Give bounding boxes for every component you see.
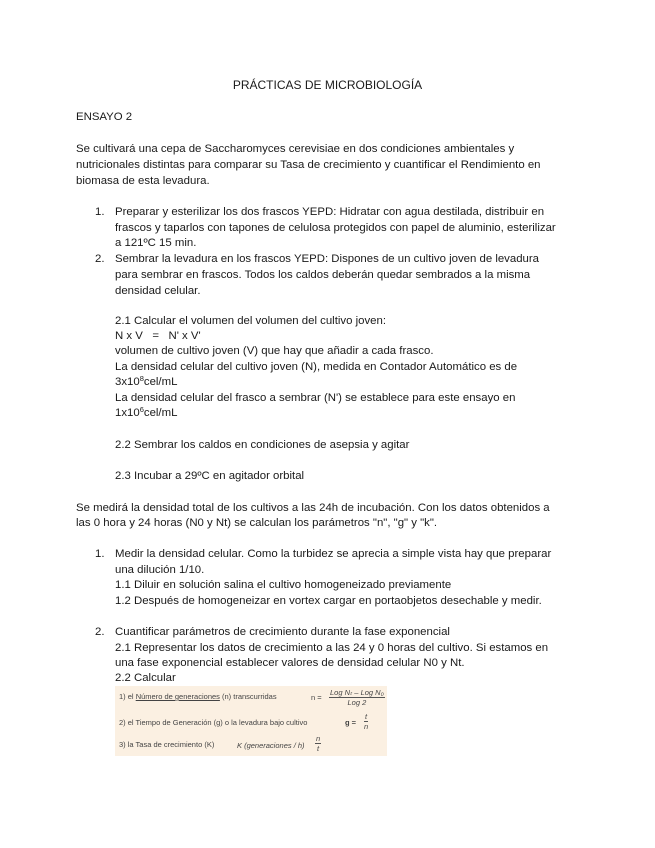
list-item-line: una fase exponencial establecer valores de densidad celular N0 y Nt. bbox=[115, 657, 465, 669]
paragraph-line: Se medirá la densidad total de los cultivos a las 24h de incubación. Con los datos obtenidos a bbox=[76, 502, 550, 514]
text-line: La densidad celular del cultivo joven (N), medida en Contador Automático es de bbox=[115, 361, 518, 373]
formula-fraction: $\frac{n}{t}$ bbox=[316, 734, 321, 753]
formula-var: K (generaciones / h) bbox=[237, 741, 305, 750]
density-value: $1x10^6cel/mL$ bbox=[115, 405, 178, 419]
list-number: 1. bbox=[95, 548, 105, 560]
formula-label: 1) el Número de generaciones (n) transcurridas bbox=[119, 692, 277, 701]
formula-var: n = bbox=[311, 693, 322, 702]
list-item-line: para sembrar en frascos. Todos los caldos deberán quedar sembrados a la misma bbox=[115, 269, 531, 281]
list-item-line: una dilución 1/10. bbox=[115, 564, 205, 576]
list-item-line: frascos y taparlos con tapones de celulosa protegidos con papel de aluminio, esterilizar bbox=[115, 222, 556, 234]
list-number: 2. bbox=[95, 626, 105, 638]
intro-line: biomasa de esta levadura. bbox=[76, 175, 210, 187]
formula-fraction: $\frac{\text{Log Nₜ – Log N₀}}{\text{Log 2}}$ bbox=[330, 688, 384, 707]
formula-fraction: $\frac{t}{n}$ bbox=[364, 712, 369, 731]
list-number: 1. bbox=[95, 206, 105, 218]
intro-line: Se cultivará una cepa de Saccharomyces cerevisiae en dos condiciones ambientales y bbox=[76, 143, 515, 155]
list-item-line: Medir la densidad celular. Como la turbidez se aprecia a simple vista hay que preparar bbox=[115, 548, 552, 560]
formula-figure bbox=[115, 686, 387, 756]
list-item-line: 2.2 Calcular bbox=[115, 672, 176, 684]
subsection-heading: 2.3 Incubar a 29ºC en agitador orbital bbox=[115, 470, 305, 482]
list-item-line: Sembrar la levadura en los frascos YEPD: Dispones de un cultivo joven de levadura bbox=[115, 253, 540, 265]
text-line: volumen de cultivo joven (V) que hay que añadir a cada frasco. bbox=[115, 345, 434, 357]
subsection-heading: 2.2 Sembrar los caldos en condiciones de asepsia y agitar bbox=[115, 439, 410, 451]
list-item-line: densidad celular. bbox=[115, 285, 201, 297]
list-item-line: a 121ºC 15 min. bbox=[115, 237, 197, 249]
formula-label: 2) el Tiempo de Generación (g) o la levadura bajo cultivo bbox=[119, 718, 308, 727]
subsection-heading: 2.1 Calcular el volumen del volumen del cultivo joven: bbox=[115, 315, 386, 327]
list-item-line: Preparar y esterilizar los dos frascos YEPD: Hidratar con agua destilada, distribuir en bbox=[115, 206, 545, 218]
formula-var: g = bbox=[345, 718, 357, 727]
equation: N x V = N' x V' bbox=[115, 330, 201, 342]
list-item-line: Cuantificar parámetros de crecimiento durante la fase exponencial bbox=[115, 626, 450, 638]
density-value: $3x10^8cel/mL$ bbox=[115, 374, 178, 388]
list-item-line: 2.1 Representar los datos de crecimiento a las 24 y 0 horas del cultivo. Si estamos en bbox=[115, 642, 549, 654]
text-line: La densidad celular del frasco a sembrar (N') se establece para este ensayo en bbox=[115, 392, 516, 404]
page-title: PRÁCTICAS DE MICROBIOLOGÍA bbox=[232, 78, 423, 92]
list-item-line: 1.2 Después de homogeneizar en vortex cargar en portaobjetos desechable y medir. bbox=[115, 595, 542, 607]
paragraph-line: las 0 hora y 24 horas (N0 y Nt) se calculan los parámetros "n", "g" y "k". bbox=[76, 517, 438, 529]
essay-heading: ENSAYO 2 bbox=[76, 111, 133, 123]
list-number: 2. bbox=[95, 253, 105, 265]
formula-label: 3) la Tasa de crecimiento (K) bbox=[119, 740, 215, 749]
list-item-line: 1.1 Diluir en solución salina el cultivo homogeneizado previamente bbox=[115, 579, 452, 591]
intro-line: nutricionales distintas para comparar su Tasa de crecimiento y cuantificar el Rendimiento en bbox=[76, 159, 541, 171]
